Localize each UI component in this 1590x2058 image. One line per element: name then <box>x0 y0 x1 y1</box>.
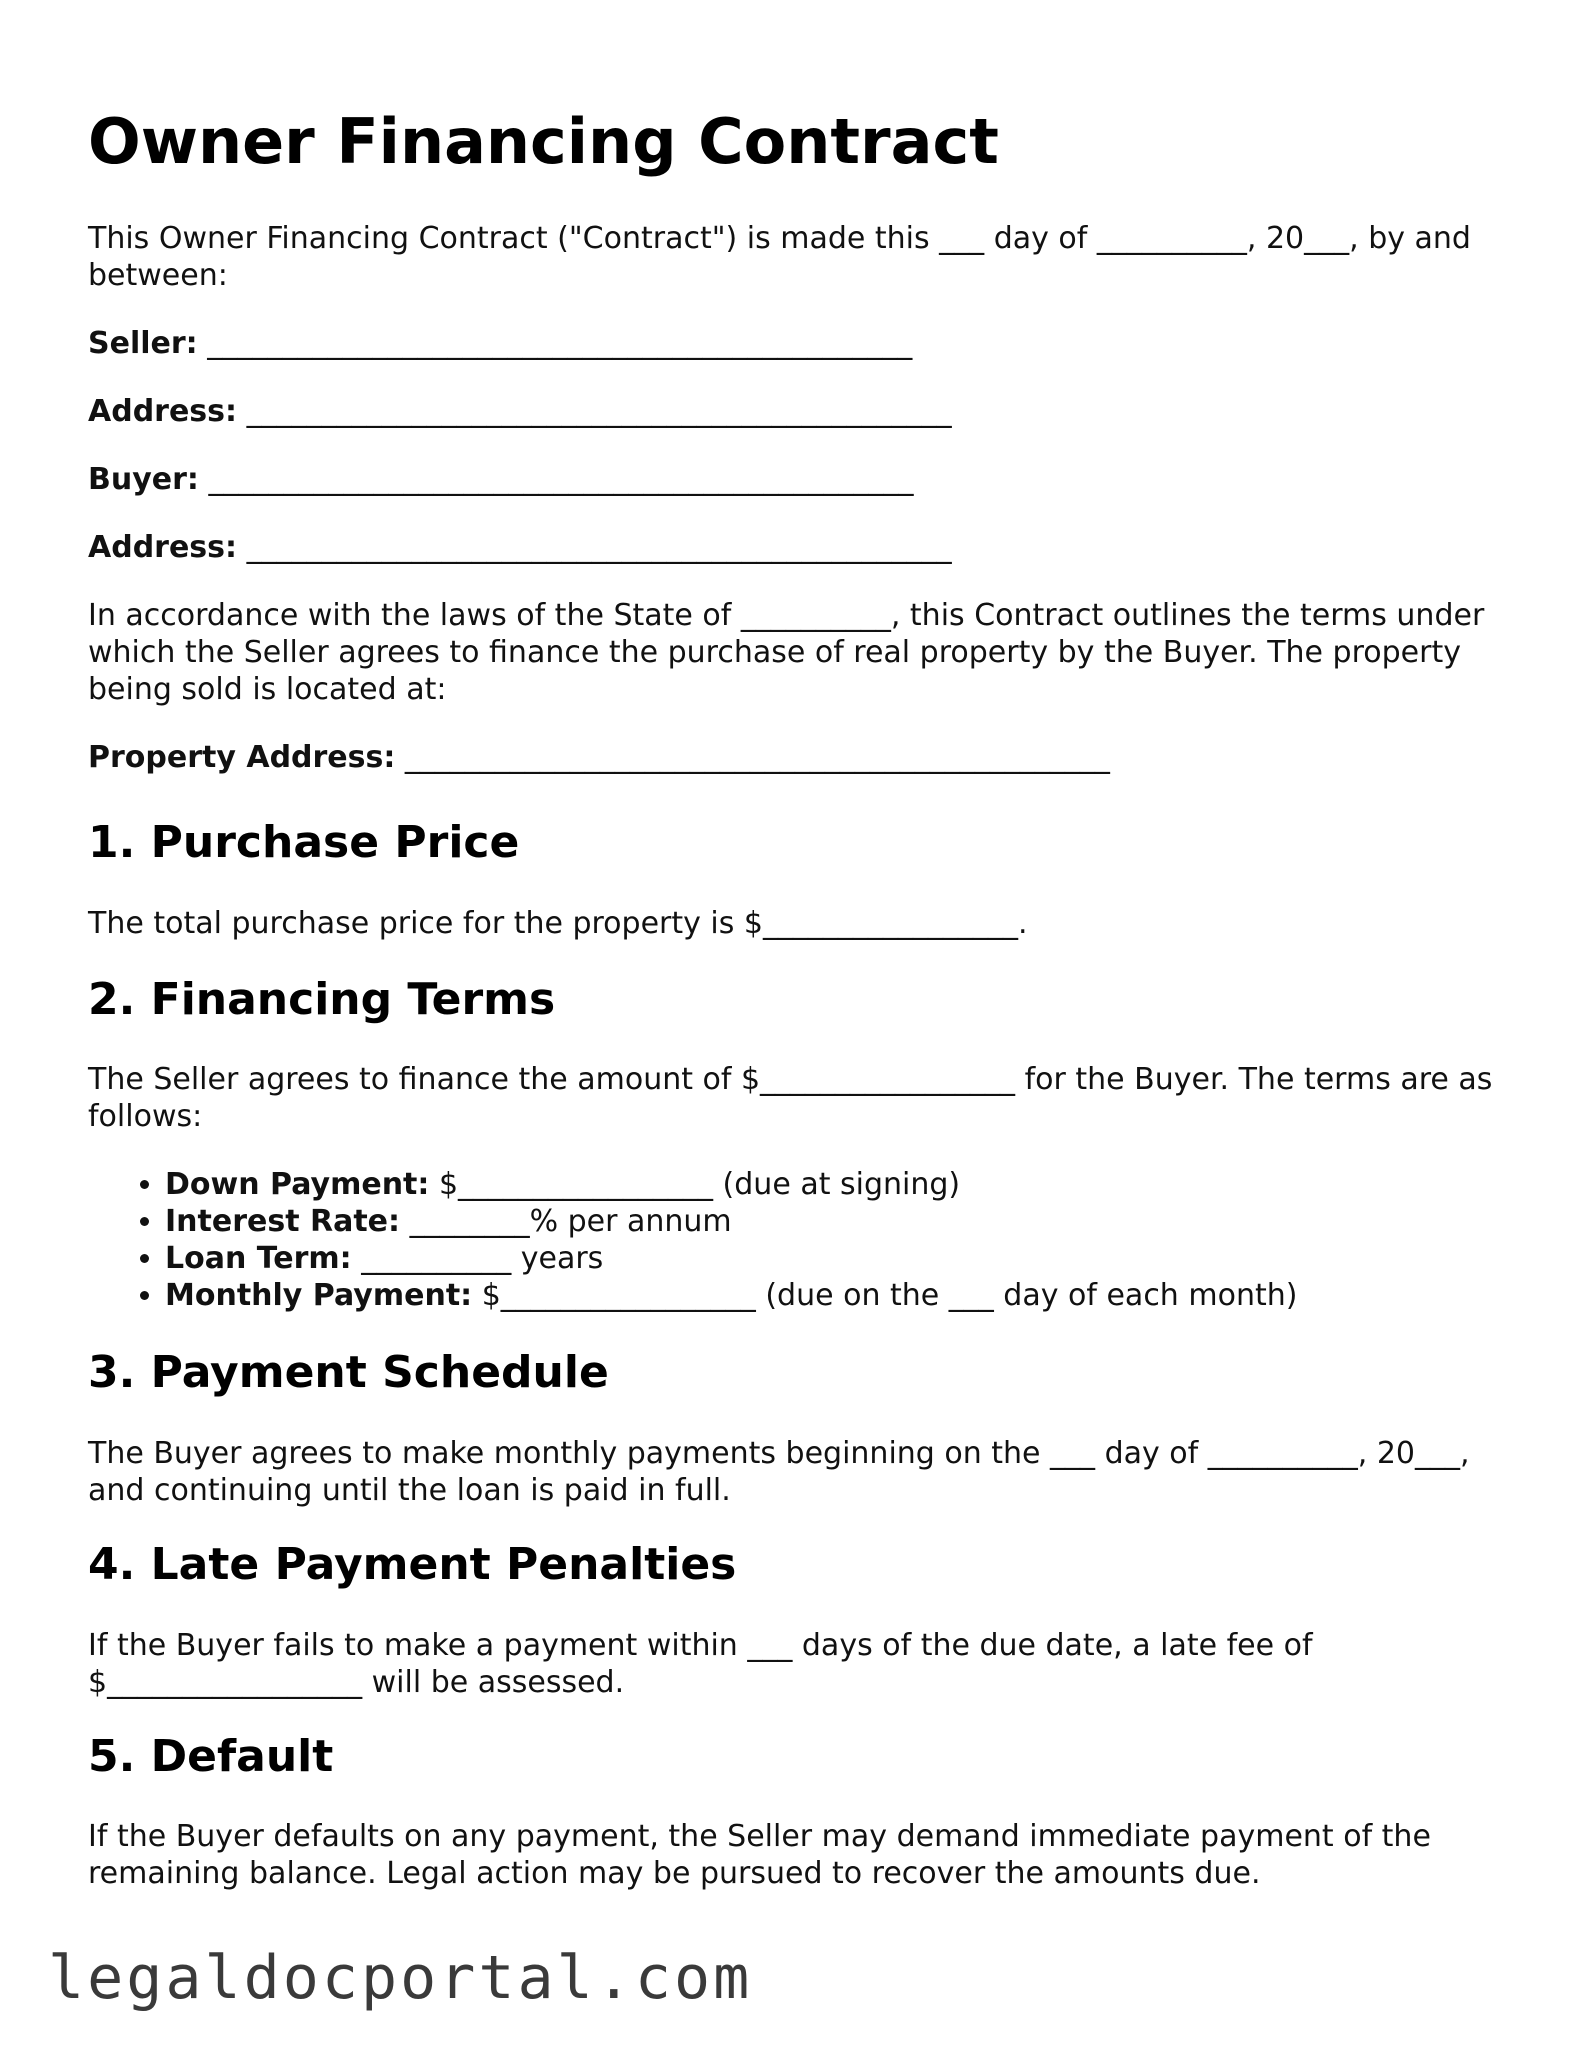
buyer-label: Buyer: <box>88 462 199 498</box>
down-payment-label: Down Payment: <box>165 1167 430 1203</box>
seller-address-label: Address: <box>88 394 238 430</box>
buyer-blank: _______________________________________________ <box>208 462 914 498</box>
loan-term-value: __________ years <box>361 1241 604 1277</box>
section-heading-payment-schedule: 3. Payment Schedule <box>88 1347 609 1399</box>
seller-blank: _______________________________________________ <box>207 326 913 362</box>
list-item <box>165 1203 1508 1240</box>
buyer-address-blank: _______________________________________________ <box>246 530 952 566</box>
intro-paragraph: This Owner Financing Contract ("Contract") is made this ___ day of __________, 20___, by and between: <box>88 221 1471 294</box>
payment-schedule-paragraph: The Buyer agrees to make monthly payments beginning on the ___ day of __________, 20___, and continuing until the loan is paid in full. <box>88 1435 1470 1508</box>
buyer-address-label: Address: <box>88 530 238 566</box>
buyer-field <box>88 461 1508 498</box>
document-title: Owner Financing Contract <box>88 105 999 178</box>
section-heading-late-penalties: 4. Late Payment Penalties <box>88 1538 737 1590</box>
property-address-label: Property Address: <box>88 740 396 776</box>
seller-address-blank: _______________________________________________ <box>246 394 952 430</box>
property-address-field <box>88 739 1508 776</box>
buyer-address-field <box>88 529 1508 566</box>
monthly-payment-value: $_________________ (due on the ___ day of each month) <box>481 1278 1298 1314</box>
section-heading-default: 5. Default <box>88 1730 334 1782</box>
financing-terms-paragraph: The Seller agrees to finance the amount of $_________________ for the Buyer. The terms are as follows: <box>88 1062 1493 1135</box>
property-address-blank: _______________________________________________ <box>404 740 1110 776</box>
loan-term-label: Loan Term: <box>165 1241 352 1277</box>
seller-field <box>88 325 1508 362</box>
list-item <box>165 1240 1508 1277</box>
seller-label: Seller: <box>88 326 198 362</box>
monthly-payment-label: Monthly Payment: <box>165 1278 473 1314</box>
default-paragraph: If the Buyer defaults on any payment, the Seller may demand immediate payment of the remaining balance. Legal action may be pursued to recover the amounts due. <box>88 1819 1431 1892</box>
contract-page <box>88 100 1508 1923</box>
seller-address-field <box>88 393 1508 430</box>
list-item <box>165 1277 1508 1314</box>
section-heading-financing-terms: 2. Financing Terms <box>88 973 556 1025</box>
financing-terms-list <box>88 1166 1508 1314</box>
down-payment-value: $_________________ (due at signing) <box>438 1167 961 1203</box>
interest-rate-label: Interest Rate: <box>165 1204 401 1240</box>
section-heading-purchase-price: 1. Purchase Price <box>88 817 520 869</box>
purchase-price-paragraph: The total purchase price for the property is $_________________. <box>88 905 1028 941</box>
late-penalties-paragraph: If the Buyer fails to make a payment within ___ days of the due date, a late fee of $_________________ will be assessed. <box>88 1627 1313 1700</box>
watermark-logo: legaldocportal.com <box>48 1943 753 2013</box>
interest-rate-value: ________% per annum <box>409 1204 732 1240</box>
accordance-paragraph: In accordance with the laws of the State of __________, this Contract outlines the terms under which the Seller agrees to finance the purchase of real property by the Buyer. The property being sold is located at: <box>88 598 1485 708</box>
list-item <box>165 1166 1508 1203</box>
